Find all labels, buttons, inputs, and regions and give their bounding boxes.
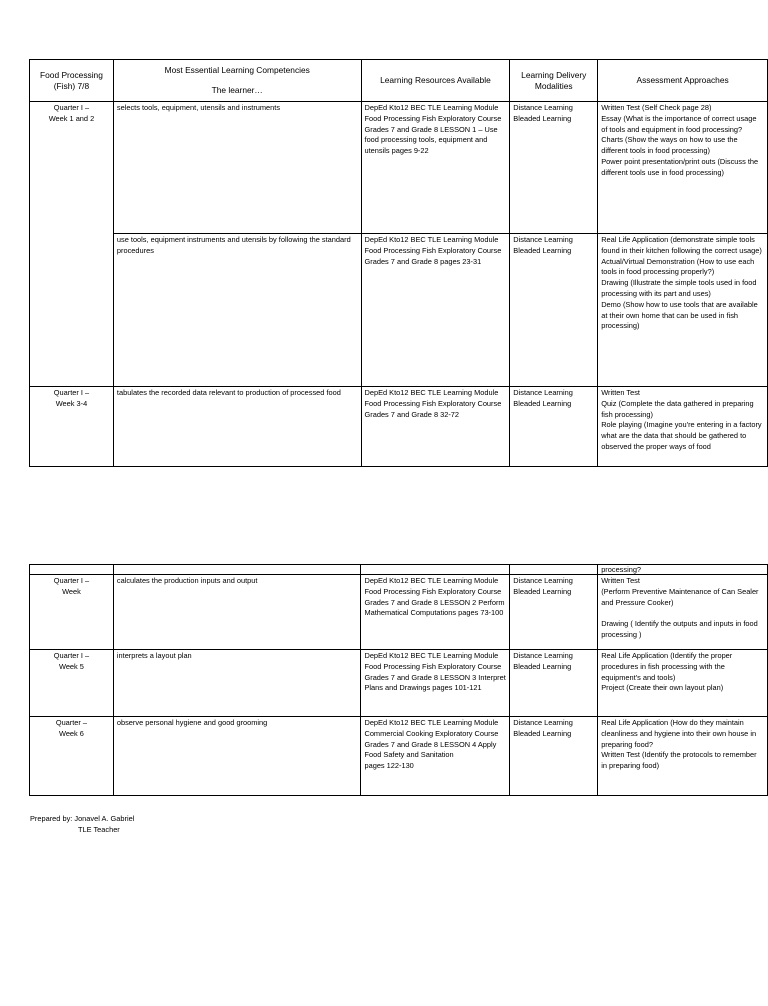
header-assessment: Assessment Approaches <box>598 60 768 102</box>
header-competencies <box>113 60 361 102</box>
assessment-cell: Real Life Application (demonstrate simple tools found in their kitchen following the correct usage) Actual/Virtual Demonstration (How to use each tools in food processing properly?) Drawing (Illustrate the simple tools used in food processing with its part and uses) Demo (Show how to use tools that are available at their own home that can be used in fish processing) <box>598 234 768 387</box>
assessment-cell: Written Test (Self Check page 28) Essay (What is the importance of correct usage of tools and equipment in food processing? Charts (Show the ways on how to use the different tools in food processing) Power point presentation/print outs (Discuss the different tools use in food processing) <box>598 102 768 234</box>
competency-cell: tabulates the recorded data relevant to production of processed food <box>113 387 361 467</box>
resources-cell: DepEd Kto12 BEC TLE Learning Module Food Processing Fish Exploratory Course Grades 7 and Grade 8 32-72 <box>361 387 510 467</box>
resources-cell: DepEd Kto12 BEC TLE Learning Module Food Processing Fish Exploratory Course Grades 7 and Grade 8 LESSON 1 – Use food processing tools, equipment and utensils pages 9-22 <box>361 102 510 234</box>
competency-cell: use tools, equipment instruments and utensils by following the standard procedures <box>113 234 361 387</box>
prepared-by-name: Prepared by: Jonavel A. Gabriel <box>30 814 135 823</box>
modalities-cell: Distance Learning Bleaded Learning <box>510 387 598 467</box>
header-competencies-sub: The learner… <box>211 85 263 95</box>
modalities-cell: Distance Learning Bleaded Learning <box>510 717 598 796</box>
resources-cell: DepEd Kto12 BEC TLE Learning Module Food Processing Fish Exploratory Course Grades 7 and Grade 8 LESSON 3 Interpret Plans and Drawings pages 101-121 <box>361 650 510 717</box>
competency-table-page2 <box>29 564 768 796</box>
header-resources: Learning Resources Available <box>361 60 510 102</box>
modalities-cell: Distance Learning Bleaded Learning <box>510 234 598 387</box>
quarter-cell: Quarter I – Week 1 and 2 <box>30 102 114 387</box>
header-subject: Food Processing (Fish) 7/8 <box>30 60 114 102</box>
table-row <box>30 650 768 717</box>
assessment-cell: Written Test Quiz (Complete the data gathered in preparing fish processing) Role playing (Imagine you're entering in a factory what are the data that should be gathered to observed the proper ways of food <box>598 387 768 467</box>
competency-cell: interprets a layout plan <box>113 650 361 717</box>
table-row <box>30 102 768 234</box>
prepared-by-block <box>30 814 134 835</box>
prepared-by-role: TLE Teacher <box>78 824 120 834</box>
table-row <box>30 717 768 796</box>
assessment-cell: Written Test (Perform Preventive Maintenance of Can Sealer and Pressure Cooker) Drawing ( Identify the outputs and inputs in food processing ) <box>598 575 768 650</box>
table-row <box>30 575 768 650</box>
quarter-cell: Quarter I – Week 5 <box>30 650 114 717</box>
competency-table-page1 <box>29 59 768 467</box>
continuation-row <box>30 565 768 575</box>
quarter-cell: Quarter – Week 6 <box>30 717 114 796</box>
assessment-cell: Real Life Application (How do they maintain cleanliness and hygiene into their own house in preparing food? Written Test (Identify the protocols to remember in preparing food) <box>598 717 768 796</box>
table-header-row <box>30 60 768 102</box>
quarter-cell: Quarter I – Week 3-4 <box>30 387 114 467</box>
competency-cell: selects tools, equipment, utensils and instruments <box>113 102 361 234</box>
competency-cell: calculates the production inputs and output <box>113 575 361 650</box>
table-row <box>30 387 768 467</box>
competency-cell: observe personal hygiene and good grooming <box>113 717 361 796</box>
table-row <box>30 234 768 387</box>
modalities-cell: Distance Learning Bleaded Learning <box>510 102 598 234</box>
resources-cell: DepEd Kto12 BEC TLE Learning Module Food Processing Fish Exploratory Course Grades 7 and Grade 8 pages 23-31 <box>361 234 510 387</box>
quarter-cell: Quarter I – Week <box>30 575 114 650</box>
modalities-cell: Distance Learning Bleaded Learning <box>510 650 598 717</box>
resources-cell: DepEd Kto12 BEC TLE Learning Module Food Processing Fish Exploratory Course Grades 7 and Grade 8 LESSON 2 Perform Mathematical Computations pages 73-100 <box>361 575 510 650</box>
assessment-continuation: processing? <box>598 565 768 575</box>
header-competencies-title: Most Essential Learning Competencies <box>164 65 310 75</box>
modalities-cell: Distance Learning Bleaded Learning <box>510 575 598 650</box>
resources-cell: DepEd Kto12 BEC TLE Learning Module Commercial Cooking Exploratory Course Grades 7 and Grade 8 LESSON 4 Apply Food Safety and Sanitation pages 122-130 <box>361 717 510 796</box>
header-modalities: Learning Delivery Modalities <box>510 60 598 102</box>
assessment-cell: Real Life Application (Identify the proper procedures in fish processing with the equipment's and tools) Project (Create their own layout plan) <box>598 650 768 717</box>
